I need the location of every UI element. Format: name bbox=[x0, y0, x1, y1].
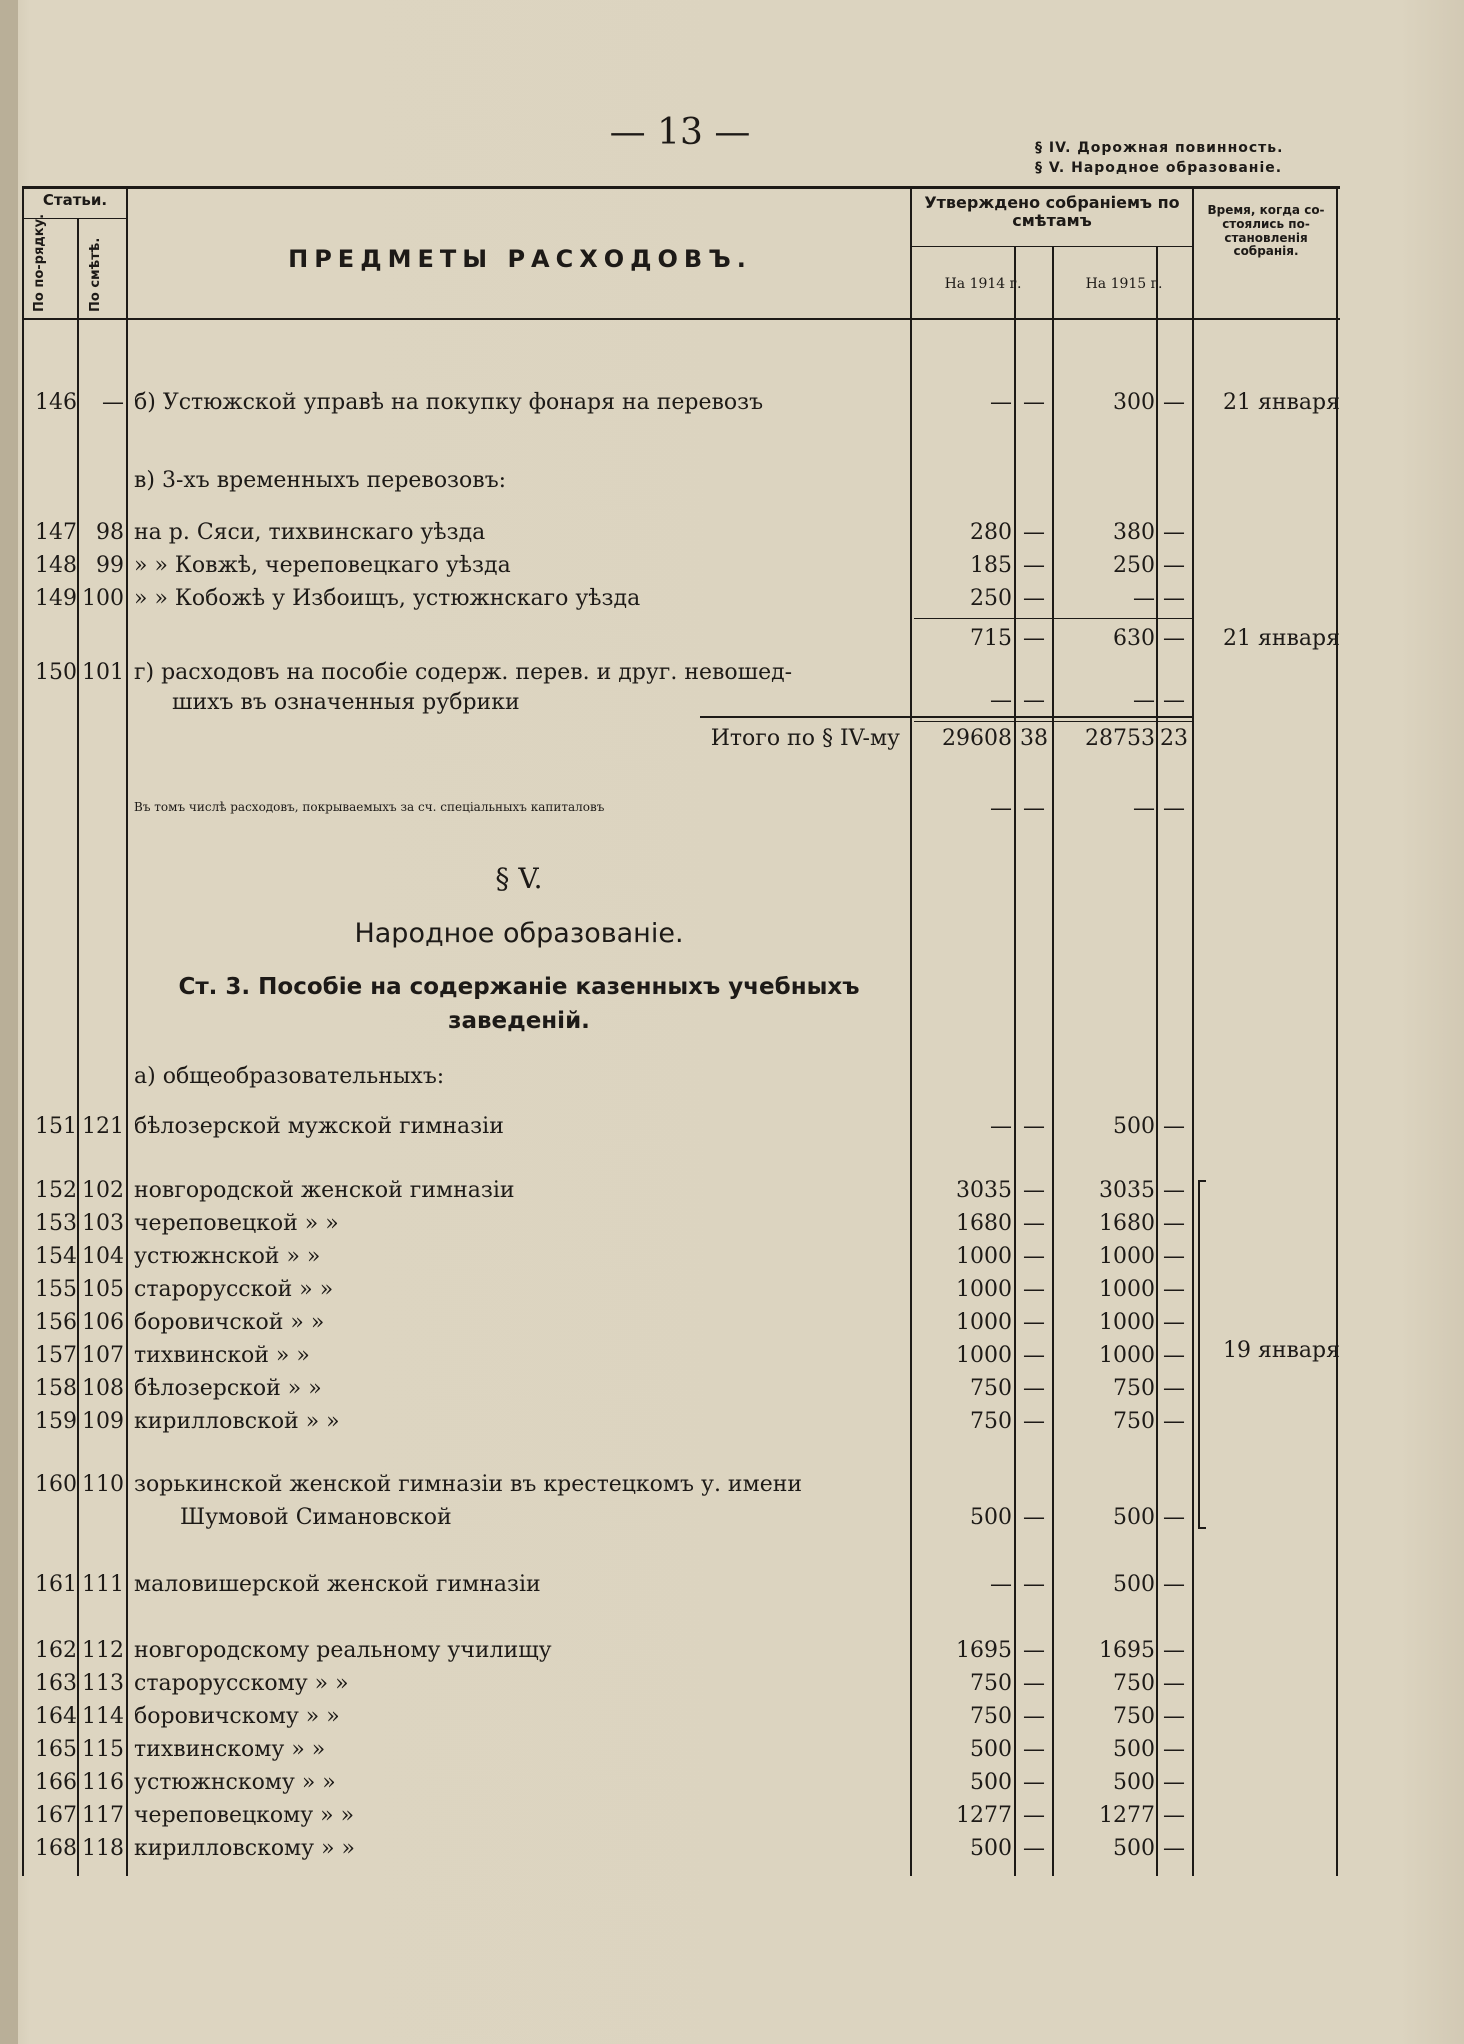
row-description: маловишерской женской гимназіи bbox=[134, 1572, 541, 1597]
kopeks-1914: — bbox=[1023, 1704, 1045, 1729]
amount-1914: 1000 bbox=[956, 1310, 1012, 1335]
row-description: кирилловской » » bbox=[134, 1409, 340, 1434]
estimate-number: 105 bbox=[82, 1277, 124, 1302]
estimate-number: — bbox=[102, 390, 124, 415]
vline-desc bbox=[910, 186, 912, 1876]
subtotal-rule bbox=[914, 618, 1192, 619]
amount-1914: — bbox=[990, 1572, 1012, 1597]
row-description: старорусскому » » bbox=[134, 1671, 349, 1696]
header-bottom-rule bbox=[22, 318, 1340, 320]
subsection-a: а) общеобразовательныхъ: bbox=[134, 1064, 445, 1089]
amount-1915: 1000 bbox=[1099, 1277, 1155, 1302]
row-description: Шумовой Симановской bbox=[180, 1505, 452, 1530]
amount-1914: 750 bbox=[970, 1409, 1012, 1434]
amount-1915: — bbox=[1133, 586, 1155, 611]
amount-1915: 300 bbox=[1113, 390, 1155, 415]
kopeks-1914: — bbox=[1023, 1803, 1045, 1828]
amount-1914: 185 bbox=[970, 553, 1012, 578]
estimate-number: 108 bbox=[82, 1376, 124, 1401]
row-number: 146 bbox=[35, 390, 77, 415]
amount-1915: 1000 bbox=[1099, 1310, 1155, 1335]
kopeks-1915: — bbox=[1163, 1671, 1185, 1696]
kopeks-1915: — bbox=[1163, 1114, 1185, 1139]
row-number: 158 bbox=[35, 1376, 77, 1401]
kopeks-1915: — bbox=[1163, 1770, 1185, 1795]
estimate-number: 114 bbox=[82, 1704, 124, 1729]
approved-rule bbox=[910, 246, 1192, 247]
amount-1915: 500 bbox=[1113, 1836, 1155, 1861]
row-number: 154 bbox=[35, 1244, 77, 1269]
header-1915: На 1915 г. bbox=[1085, 276, 1163, 292]
estimate-number: 113 bbox=[82, 1671, 124, 1696]
row-description: череповецкому » » bbox=[134, 1803, 355, 1828]
amount-1915: 630 bbox=[1113, 626, 1155, 651]
kopeks-1915: — bbox=[1163, 1836, 1185, 1861]
row-number: 164 bbox=[35, 1704, 77, 1729]
row-number: 155 bbox=[35, 1277, 77, 1302]
amount-1915: 750 bbox=[1113, 1704, 1155, 1729]
vline-n1 bbox=[77, 218, 79, 1876]
row-description: зорькинской женской гимназіи въ крестецкомъ у. имени bbox=[134, 1472, 803, 1497]
kopeks-1914: — bbox=[1023, 1277, 1045, 1302]
row-description: на р. Сяси, тихвинскаго уѣзда bbox=[134, 520, 486, 545]
kopeks-1914: — bbox=[1023, 390, 1045, 415]
vline-k15 bbox=[1192, 186, 1194, 1876]
estimate-number: 103 bbox=[82, 1211, 124, 1236]
amount-1914: 500 bbox=[970, 1836, 1012, 1861]
row-description: новгородской женской гимназіи bbox=[134, 1178, 515, 1203]
header-estimate: По смѣтѣ. bbox=[88, 237, 103, 312]
vline-k14 bbox=[1052, 246, 1054, 1876]
row-number: 152 bbox=[35, 1178, 77, 1203]
amount-1914: 280 bbox=[970, 520, 1012, 545]
section-v-title: Народное образованіе. bbox=[354, 918, 684, 949]
kopeks-1914: — bbox=[1023, 1178, 1045, 1203]
row-description: бѣлозерской » » bbox=[134, 1376, 322, 1401]
amount-1914: 715 bbox=[970, 626, 1012, 651]
header-articles: Статьи. bbox=[42, 191, 108, 209]
kopeks-1915: — bbox=[1163, 553, 1185, 578]
amount-1914: 1000 bbox=[956, 1244, 1012, 1269]
amount-1914: 1277 bbox=[956, 1803, 1012, 1828]
amount-1915: 3035 bbox=[1099, 1178, 1155, 1203]
amount-1915: 500 bbox=[1113, 1114, 1155, 1139]
kopeks-1914: — bbox=[1023, 1244, 1045, 1269]
amount-1914: 750 bbox=[970, 1671, 1012, 1696]
kopeks-1915: — bbox=[1163, 1572, 1185, 1597]
kopeks-1915: — bbox=[1163, 1704, 1185, 1729]
row-description: тихвинской » » bbox=[134, 1343, 310, 1368]
section-ref-iv: § IV. Дорожная повинность. bbox=[1035, 140, 1284, 156]
amount-1915: 750 bbox=[1113, 1376, 1155, 1401]
row-number: 150 bbox=[35, 660, 77, 685]
kopeks-1914: — bbox=[1023, 1638, 1045, 1663]
kopeks-1914: — bbox=[1023, 1505, 1045, 1530]
kopeks-1915: — bbox=[1163, 390, 1185, 415]
kopeks-1915: — bbox=[1163, 586, 1185, 611]
kopeks-1914: — bbox=[1023, 1572, 1045, 1597]
kopeks-1915: — bbox=[1163, 1638, 1185, 1663]
row-number: 168 bbox=[35, 1836, 77, 1861]
vline-n2 bbox=[126, 186, 128, 1876]
header-order: По по-рядку. bbox=[32, 213, 47, 312]
amount-1914: 750 bbox=[970, 1704, 1012, 1729]
section-v-mark: § V. bbox=[495, 862, 543, 895]
amount-1915: 1695 bbox=[1099, 1638, 1155, 1663]
amount-1914: — bbox=[990, 1114, 1012, 1139]
kopeks-1914: — bbox=[1023, 1770, 1045, 1795]
row-number: 159 bbox=[35, 1409, 77, 1434]
total-amount-1914: 29608 bbox=[942, 726, 1012, 751]
amount-1915: 250 bbox=[1113, 553, 1155, 578]
amount-1915: — bbox=[1133, 688, 1155, 713]
amount-1914: 500 bbox=[970, 1737, 1012, 1762]
brace-date: 19 января bbox=[1223, 1338, 1340, 1363]
amount-1915: 1000 bbox=[1099, 1343, 1155, 1368]
table-top-rule bbox=[22, 186, 1340, 189]
row-description: бѣлозерской мужской гимназіи bbox=[134, 1114, 504, 1139]
row-description: в) 3-хъ временныхъ перевозовъ: bbox=[134, 468, 507, 493]
row-description: б) Устюжской управѣ на покупку фонаря на перевозъ bbox=[134, 390, 764, 415]
estimate-number: 111 bbox=[82, 1572, 124, 1597]
estimate-number: 101 bbox=[82, 660, 124, 685]
row-number: 156 bbox=[35, 1310, 77, 1335]
kopeks-1914: — bbox=[1023, 1671, 1045, 1696]
header-approved: Утверждено собраніемъ по смѣтамъ bbox=[924, 193, 1180, 231]
kopeks-1914: — bbox=[1023, 520, 1045, 545]
kopeks-1914: — bbox=[1023, 1114, 1045, 1139]
row-number: 163 bbox=[35, 1671, 77, 1696]
estimate-number: 116 bbox=[82, 1770, 124, 1795]
amount-1915: — bbox=[1133, 796, 1155, 821]
amount-1914: 3035 bbox=[956, 1178, 1012, 1203]
amount-1915: 500 bbox=[1113, 1737, 1155, 1762]
estimate-number: 107 bbox=[82, 1343, 124, 1368]
estimate-number: 102 bbox=[82, 1178, 124, 1203]
row-description: шихъ въ означенныя рубрики bbox=[172, 690, 520, 715]
row-number: 151 bbox=[35, 1114, 77, 1139]
row-description: кирилловскому » » bbox=[134, 1836, 356, 1861]
row-number: 166 bbox=[35, 1770, 77, 1795]
row-description: новгородскому реальному училищу bbox=[134, 1638, 552, 1663]
kopeks-1914: — bbox=[1023, 586, 1045, 611]
kopeks-1914: — bbox=[1023, 1310, 1045, 1335]
amount-1914: 1695 bbox=[956, 1638, 1012, 1663]
total-kopeks-1915: 23 bbox=[1160, 726, 1188, 751]
kopeks-1915: — bbox=[1163, 796, 1185, 821]
row-number: 148 bbox=[35, 553, 77, 578]
row-number: 149 bbox=[35, 586, 77, 611]
estimate-number: 117 bbox=[82, 1803, 124, 1828]
row-description: » » Ковжѣ, череповецкаго уѣзда bbox=[134, 553, 511, 578]
estimate-number: 112 bbox=[82, 1638, 124, 1663]
estimate-number: 98 bbox=[96, 520, 124, 545]
kopeks-1915: — bbox=[1163, 1803, 1185, 1828]
kopeks-1914: — bbox=[1023, 1376, 1045, 1401]
row-number: 167 bbox=[35, 1803, 77, 1828]
kopeks-1914: — bbox=[1023, 688, 1045, 713]
vline-left bbox=[22, 186, 24, 1876]
kopeks-1915: — bbox=[1163, 1409, 1185, 1434]
kopeks-1914: — bbox=[1023, 1343, 1045, 1368]
kopeks-1915: — bbox=[1163, 1505, 1185, 1530]
row-number: 160 bbox=[35, 1472, 77, 1497]
vline-a15 bbox=[1156, 246, 1158, 1876]
vline-right bbox=[1336, 186, 1338, 1876]
estimate-number: 99 bbox=[96, 553, 124, 578]
amount-1915: 750 bbox=[1113, 1409, 1155, 1434]
amount-1914: 500 bbox=[970, 1505, 1012, 1530]
row-description: г) расходовъ на пособіе содерж. перев. и друг. невошед- bbox=[134, 660, 793, 685]
amount-1915: 500 bbox=[1113, 1572, 1155, 1597]
row-description: устюжнскому » » bbox=[134, 1770, 336, 1795]
session-date: 21 января bbox=[1223, 390, 1340, 415]
amount-1915: 500 bbox=[1113, 1505, 1155, 1530]
amount-1915: 1277 bbox=[1099, 1803, 1155, 1828]
total-amount-1915: 28753 bbox=[1085, 726, 1155, 751]
page-number: — 13 — bbox=[609, 112, 751, 153]
amount-1915: 380 bbox=[1113, 520, 1155, 545]
kopeks-1915: — bbox=[1163, 1343, 1185, 1368]
estimate-number: 110 bbox=[82, 1472, 124, 1497]
kopeks-1915: — bbox=[1163, 1211, 1185, 1236]
kopeks-1915: — bbox=[1163, 688, 1185, 713]
amount-1914: 1680 bbox=[956, 1211, 1012, 1236]
kopeks-1914: — bbox=[1023, 1836, 1045, 1861]
kopeks-1914: — bbox=[1023, 1737, 1045, 1762]
estimate-number: 104 bbox=[82, 1244, 124, 1269]
section-ref-v: § V. Народное образованіе. bbox=[1035, 160, 1283, 176]
estimate-number: 115 bbox=[82, 1737, 124, 1762]
kopeks-1915: — bbox=[1163, 1277, 1185, 1302]
row-number: 147 bbox=[35, 520, 77, 545]
estimate-number: 100 bbox=[82, 586, 124, 611]
amount-1914: 1000 bbox=[956, 1277, 1012, 1302]
kopeks-1915: — bbox=[1163, 1178, 1185, 1203]
amount-1914: — bbox=[990, 796, 1012, 821]
article-heading-1: Ст. 3. Пособіе на содержаніе казенныхъ учебныхъ bbox=[178, 974, 860, 1000]
estimate-number: 109 bbox=[82, 1409, 124, 1434]
kopeks-1915: — bbox=[1163, 1376, 1185, 1401]
row-description: » » Кобожѣ у Избоищъ, устюжнскаго уѣзда bbox=[134, 586, 641, 611]
row-description: устюжнской » » bbox=[134, 1244, 321, 1269]
row-number: 157 bbox=[35, 1343, 77, 1368]
row-number: 165 bbox=[35, 1737, 77, 1762]
page-edge bbox=[0, 0, 18, 2044]
amount-1915: 500 bbox=[1113, 1770, 1155, 1795]
header-subject: ПРЕДМЕТЫ РАСХОДОВЪ. bbox=[288, 245, 752, 273]
row-number: 162 bbox=[35, 1638, 77, 1663]
row-description: старорусской » » bbox=[134, 1277, 334, 1302]
kopeks-1915: — bbox=[1163, 1244, 1185, 1269]
special-note-label: Въ томъ числѣ расходовъ, покрываемыхъ за сч. спеціальныхъ капиталовъ bbox=[134, 800, 605, 814]
row-description: боровичской » » bbox=[134, 1310, 325, 1335]
total-kopeks-1914: 38 bbox=[1020, 726, 1048, 751]
row-number: 161 bbox=[35, 1572, 77, 1597]
row-description: боровичскому » » bbox=[134, 1704, 340, 1729]
header-1914: На 1914 г. bbox=[944, 276, 1022, 292]
article-heading-2: заведеній. bbox=[448, 1008, 590, 1034]
kopeks-1915: — bbox=[1163, 520, 1185, 545]
total-label: Итого по § IV-му bbox=[710, 726, 900, 751]
estimate-number: 106 bbox=[82, 1310, 124, 1335]
kopeks-1914: — bbox=[1023, 553, 1045, 578]
amount-1914: 500 bbox=[970, 1770, 1012, 1795]
kopeks-1914: — bbox=[1023, 626, 1045, 651]
kopeks-1914: — bbox=[1023, 1409, 1045, 1434]
amount-1914: 1000 bbox=[956, 1343, 1012, 1368]
kopeks-1914: — bbox=[1023, 796, 1045, 821]
row-description: тихвинскому » » bbox=[134, 1737, 326, 1762]
total-top-rule-2 bbox=[914, 721, 1192, 722]
amount-1914: 250 bbox=[970, 586, 1012, 611]
amount-1915: 1680 bbox=[1099, 1211, 1155, 1236]
amount-1915: 750 bbox=[1113, 1671, 1155, 1696]
row-number: 153 bbox=[35, 1211, 77, 1236]
amount-1914: — bbox=[990, 688, 1012, 713]
session-date: 21 января bbox=[1223, 626, 1340, 651]
header-time: Время, когда со-стоялись по-становленія собранія. bbox=[1207, 203, 1325, 259]
amount-1914: 750 bbox=[970, 1376, 1012, 1401]
amount-1915: 1000 bbox=[1099, 1244, 1155, 1269]
estimate-number: 118 bbox=[82, 1836, 124, 1861]
total-top-rule bbox=[700, 716, 1192, 718]
kopeks-1914: — bbox=[1023, 1211, 1045, 1236]
estimate-number: 121 bbox=[82, 1114, 124, 1139]
row-description: череповецкой » » bbox=[134, 1211, 339, 1236]
kopeks-1915: — bbox=[1163, 626, 1185, 651]
vline-a14 bbox=[1014, 246, 1016, 1876]
kopeks-1915: — bbox=[1163, 1310, 1185, 1335]
amount-1914: — bbox=[990, 390, 1012, 415]
kopeks-1915: — bbox=[1163, 1737, 1185, 1762]
